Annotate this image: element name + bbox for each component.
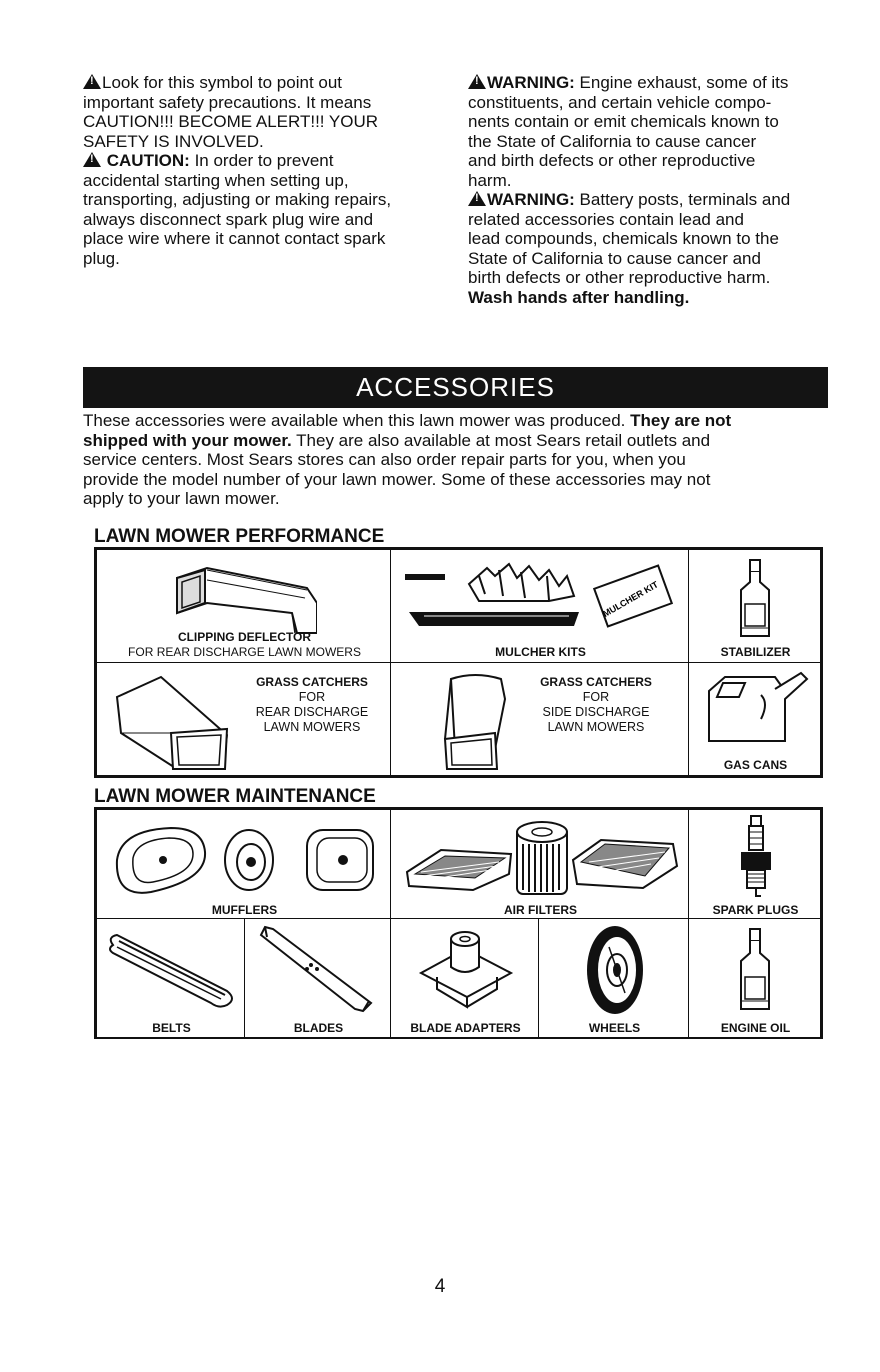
text-line: They are also available at most Sears retail outlets and [291,430,711,450]
mulcher-kits-label: MULCHER KITS [495,645,586,659]
clipping-deflector-icon [167,558,317,640]
rear-grass-catchers-discharge: REAR DISCHARGE [255,705,369,719]
warning-column [468,73,833,307]
air-filters-icon [401,814,683,900]
maintenance-grid [94,807,823,1039]
text-line: CAUTION!!! BECOME ALERT!!! YOUR [83,112,379,131]
blade-icon [251,923,381,1015]
clipping-deflector-cell [96,549,391,663]
blades-label: BLADES [293,1021,344,1035]
side-grass-catcher-icon [425,669,525,773]
warning-triangle-icon [83,152,101,167]
accessories-intro [83,411,828,509]
clipping-deflector-label: CLIPPING DEFLECTOR [177,630,312,644]
accessories-banner: ACCESSORIES [83,367,828,408]
gas-cans-cell [688,662,821,776]
rear-grass-catchers-mowers: LAWN MOWERS [263,720,361,734]
engine-oil-bottle-icon [735,927,775,1013]
caution-column [83,73,441,268]
mulcher-kits-cell [390,549,689,663]
section-heading-performance: LAWN MOWER PERFORMANCE [94,527,390,549]
rear-grass-catcher-icon [111,673,251,773]
text-line: Look for this symbol to point out [102,73,343,92]
text-line: transporting, adjusting or making repairs, [83,190,392,209]
text-line: SAFETY IS INVOLVED. [83,131,264,151]
caution-paragraph [83,151,441,268]
text-emphasis: shipped with your mower. [83,430,292,450]
text-line: related accessories contain lead and [468,209,744,229]
warning-label: WARNING: [487,190,575,209]
gas-cans-label: GAS CANS [723,758,788,772]
text-line: and birth defects or other reproductive [468,151,756,170]
text-line: place wire where it cannot contact spark [83,229,386,248]
text-line: lead compounds, chemicals known to the [468,229,779,248]
warning-triangle-icon [468,191,486,206]
text-line: birth defects or other reproductive harm. [468,268,771,287]
rear-grass-catchers-for: FOR [298,690,326,704]
text-line: constituents, and certain vehicle compo- [468,92,772,112]
rear-grass-catchers-cell [96,662,391,776]
mulcher-kit-box-text: MULCHER KIT [601,579,660,619]
stabilizer-label: STABILIZER [720,645,791,659]
side-grass-catchers-cell [390,662,689,776]
side-grass-catchers-for: FOR [582,690,610,704]
text-line: accidental starting when setting up, [83,170,349,190]
mufflers-label: MUFFLERS [211,903,278,917]
stabilizer-bottle-icon [735,558,775,640]
text-line: These accessories were available when this lawn mower was produced. [83,411,631,430]
mulcher-kit-icon [399,556,684,638]
spark-plugs-label: SPARK PLUGS [712,903,799,917]
text-line: Battery posts, terminals and [574,190,791,209]
rear-grass-catchers-label: GRASS CATCHERS [256,675,368,689]
symbol-intro-paragraph [83,73,441,151]
text-line: always disconnect spark plug wire and [83,209,374,229]
text-emphasis: They are not [630,411,732,430]
text-line: service centers. Most Sears stores can also order repair parts for you, when you [83,450,686,469]
mufflers-icon [111,820,381,900]
belt-icon [103,927,241,1013]
side-grass-catchers-discharge: SIDE DISCHARGE [542,705,650,719]
text-line: the State of California to cause cancer [468,131,757,151]
wheels-cell [538,918,689,1038]
performance-grid [94,547,823,778]
caution-label: CAUTION: [106,151,190,170]
clipping-deflector-sublabel: FOR REAR DISCHARGE LAWN MOWERS [128,645,361,659]
text-line: provide the model number of your lawn mower. Some of these accessories may not [83,469,711,489]
blades-cell [244,918,391,1038]
text-line: important safety precautions. It means [83,92,372,112]
belts-cell [96,918,245,1038]
exhaust-warning-paragraph [468,73,833,190]
spark-plug-icon [739,814,773,900]
side-grass-catchers-mowers: LAWN MOWERS [547,720,645,734]
stabilizer-cell [688,549,821,663]
text-line: apply to your lawn mower. [83,489,280,508]
air-filters-cell [390,809,689,919]
wheels-label: WHEELS [588,1021,641,1035]
warning-triangle-icon [468,74,486,89]
engine-oil-cell [688,918,821,1038]
wash-hands-note: Wash hands after handling. [468,287,690,307]
mufflers-cell [96,809,391,919]
text-line: plug. [83,248,120,268]
text-line: State of California to cause cancer and [468,248,761,268]
wheel-icon [585,923,645,1017]
blade-adapters-label: BLADE ADAPTERS [410,1021,521,1035]
belts-label: BELTS [152,1021,191,1035]
warning-label: WARNING: [487,73,575,92]
side-grass-catchers-label: GRASS CATCHERS [540,675,652,689]
text-line: nents contain or emit chemicals known to [468,112,779,131]
engine-oil-label: ENGINE OIL [720,1021,791,1035]
page-number: 4 [434,1276,446,1297]
blade-adapters-cell [390,918,539,1038]
warning-triangle-icon [83,74,101,89]
text-line: Engine exhaust, some of its [574,73,789,92]
blade-adapter-icon [417,927,517,1011]
battery-warning-paragraph [468,190,833,307]
text-line: In order to prevent [189,151,334,170]
spark-plugs-cell [688,809,821,919]
gas-can-icon [705,669,815,745]
air-filters-label: AIR FILTERS [503,903,578,917]
text-line: harm. [468,170,512,190]
section-heading-maintenance: LAWN MOWER MAINTENANCE [94,787,390,809]
